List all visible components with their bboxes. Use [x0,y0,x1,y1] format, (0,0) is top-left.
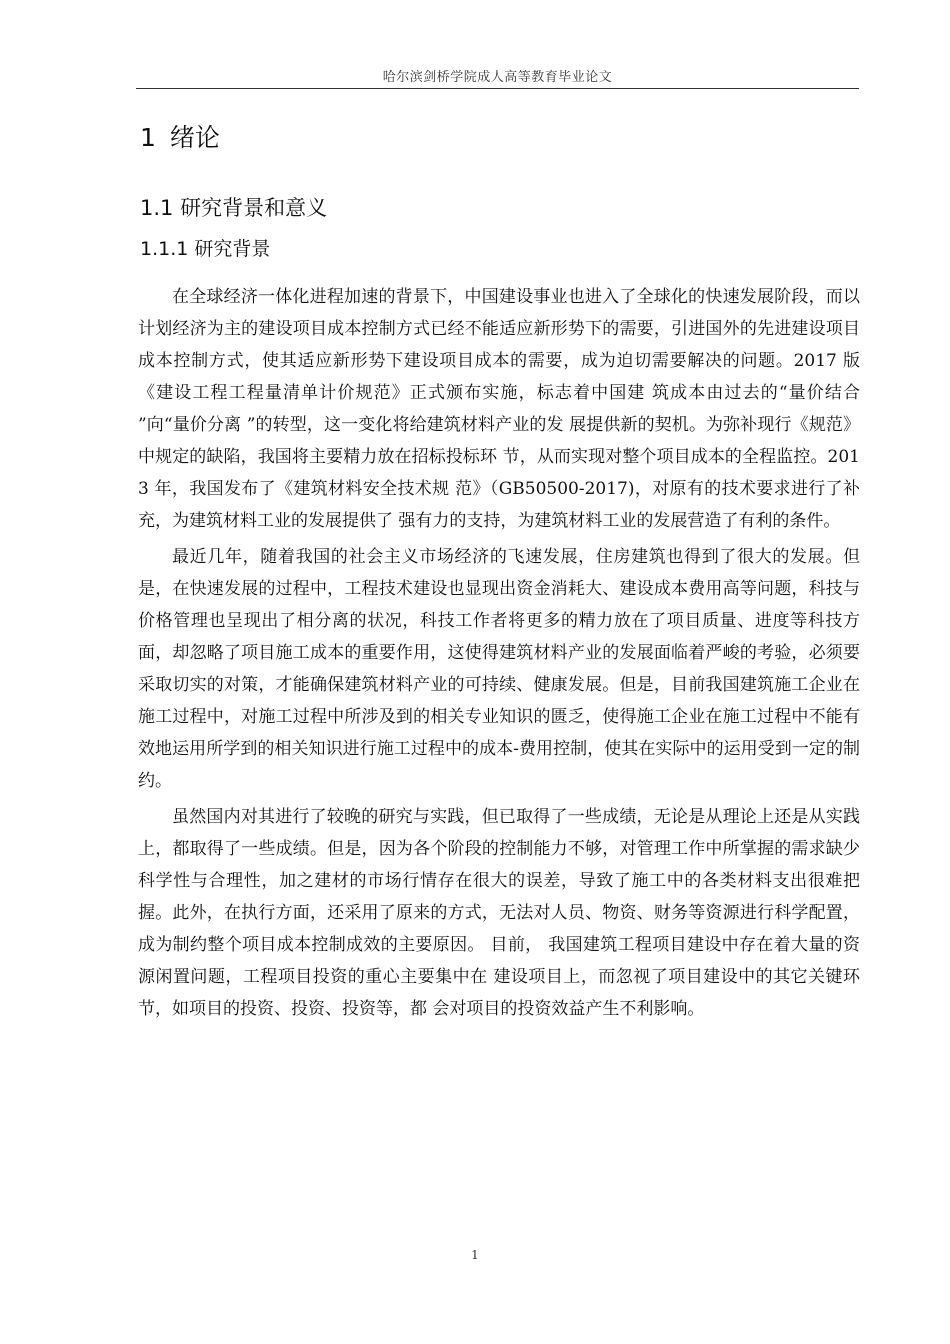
subsection-heading: 1.1.1 研究背景 [140,238,271,260]
section-heading: 1.1 研究背景和意义 [140,196,328,220]
running-header: 哈尔滨剑桥学院成人高等教育毕业论文 [382,70,613,85]
body-text [138,281,860,1029]
chapter-title: 绪论 [169,123,220,152]
paragraph-1: 在全球经济一体化进程加速的背景下，中国建设事业也进入了全球化的快速发展阶段，而以计划经济为主的建设项目成本控制方式已经不能适应新形势下的需要，引进国外的先进建设项目成本控制方式，使其适应新形势下建设项目成本的需要，成为迫切需要解决的问题。2017 版《建设工程工程量清单计价规范》正式颁布实施，标志着中国建 筑成本由过去的“量价结合 ”向“量价分离 ”的转型，这一变化将给建筑材料产业的发 展提供新的契机。为弥补现行《规范》中规定的缺陷，我国将主要精力放在招标投标环 节，从而实现对整个项目成本的全程监控。2013 年，我国发布了《建筑材料安全技术规 范》（GB50500-2017)，对原有的技术要求进行了补充，为建筑材料工业的发展提供了 强有力的支持，为建筑材料工业的发展营造了有利的条件。 [138,287,860,531]
paragraph-3: 虽然国内对其进行了较晚的研究与实践，但已取得了一些成绩，无论是从理论上还是从实践上，都取得了一些成绩。但是，因为各个阶段的控制能力不够，对管理工作中所掌握的需求缺少科学性与合理性，加之建材的市场行情存在很大的误差，导致了施工中的各类材料支出很难把握。此外，在执行方面，还采用了原来的方式，无法对人员、物资、财务等资源进行科学配置，成为制约整个项目成本控制成效的主要原因。 目前， 我国建筑工程项目建设中存在着大量的资源闲置问题，工程项目投资的重心主要集中在 建设项目上，而忽视了项目建设中的其它关键环节，如项目的投资、投资、投资等，都 会对项目的投资效益产生不利影响。 [138,807,860,1019]
header-divider [136,88,859,89]
paragraph-2: 最近几年，随着我国的社会主义市场经济的飞速发展，住房建筑也得到了很大的发展。但是，在快速发展的过程中，工程技术建设也显现出资金消耗大、建设成本费用高等问题，科技与价格管理也呈现出了相分离的状况，科技工作者将更多的精力放在了项目质量、进度等科技方面，却忽略了项目施工成本的重要作用，这使得建筑材料产业的发展面临着严峻的考验，必须要采取切实的对策，才能确保建筑材料产业的可持续、健康发展。但是，目前我国建筑施工企业在施工过程中，对施工过程中所涉及到的相关专业知识的匮乏，使得施工企业在施工过程中不能有效地运用所学到的相关知识进行施工过程中的成本-费用控制，使其在实际中的运用受到一定的制约。 [138,547,860,791]
chapter-heading [140,118,220,154]
page-number: 1 [471,1248,479,1262]
chapter-number: 1 [140,123,156,152]
